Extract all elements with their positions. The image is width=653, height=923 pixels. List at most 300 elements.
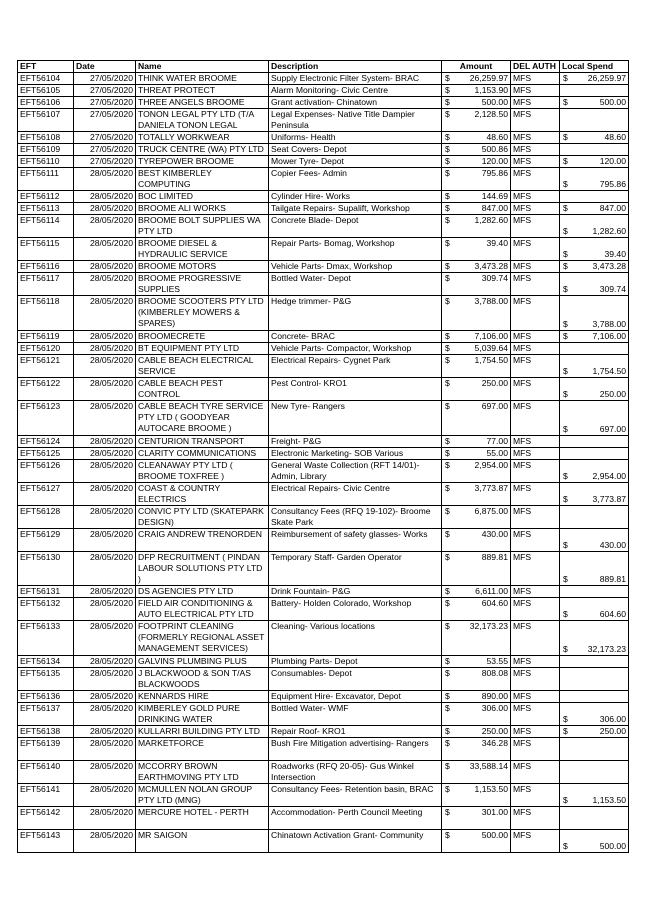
amount-cell [442,215,511,238]
local-spend-value: 2,954.00 [592,471,626,481]
amount-cell [442,598,511,621]
currency-symbol: $ [445,97,450,107]
name-cell: BROOME BOLT SUPPLIES WA PTY LTD [136,215,269,238]
date-cell: 28/05/2020 [74,460,136,483]
amount-value: 346.28 [481,738,508,748]
description-cell: Cleaning- Various locations [269,621,442,656]
eft-cell: EFT56112 [18,191,74,203]
eft-cell: EFT56113 [18,203,74,215]
local-spend-value: 250.00 [599,389,626,399]
local-spend-value: 120.00 [599,156,626,166]
currency-symbol: $ [563,261,568,271]
amount-value: 500.86 [481,144,508,154]
name-cell: FIELD AIR CONDITIONING & AUTO ELECTRICAL PTY LTD [136,598,269,621]
amount-cell [442,331,511,343]
local-spend-cell [560,784,629,807]
amount-cell [442,436,511,448]
name-cell: TRUCK CENTRE (WA) PTY LTD [136,144,269,156]
amount-value: 33,588.14 [469,761,508,771]
name-cell: CONVIC PTY LTD (SKATEPARK DESIGN) [136,506,269,529]
amount-cell [442,691,511,703]
date-cell: 28/05/2020 [74,552,136,586]
eft-cell: EFT56133 [18,621,74,656]
del-auth-cell: MFS [511,552,560,586]
description-cell: Bottled Water- Depot [269,273,442,296]
local-spend-cell [560,703,629,726]
amount-value: 795.86 [481,168,508,178]
local-spend-value: 889.81 [599,574,626,584]
date-cell: 27/05/2020 [74,156,136,168]
name-cell: BROOMECRETE [136,331,269,343]
table-row [18,331,629,343]
local-spend-value: 1,153.50 [592,795,626,805]
description-cell: Repair Roof- KRO1 [269,726,442,738]
del-auth-cell: MFS [511,621,560,656]
eft-cell: EFT56108 [18,132,74,144]
name-cell: BROOME ALI WORKS [136,203,269,215]
currency-symbol: $ [563,132,568,142]
amount-cell [442,355,511,378]
local-spend-cell [560,726,629,738]
table-row [18,448,629,460]
currency-symbol: $ [445,598,450,608]
eft-cell: EFT56143 [18,830,74,853]
header-amount: Amount [442,61,511,73]
name-cell: THREAT PROTECT [136,85,269,97]
del-auth-cell: MFS [511,261,560,273]
currency-symbol: $ [445,343,450,353]
amount-cell [442,552,511,586]
del-auth-cell: MFS [511,483,560,506]
currency-symbol: $ [563,226,568,236]
name-cell: BROOME DIESEL & HYDRAULIC SERVICE [136,238,269,261]
description-cell: Grant activation- Chinatown [269,97,442,109]
currency-symbol: $ [445,296,450,306]
local-spend-value: 1,754.50 [592,366,626,376]
amount-cell [442,529,511,552]
table-row [18,238,629,261]
local-spend-cell [560,144,629,156]
date-cell: 28/05/2020 [74,761,136,784]
del-auth-cell: MFS [511,656,560,668]
name-cell: CABLE BEACH TYRE SERVICE PTY LTD ( GOODYEAR AUTOCARE BROOME ) [136,401,269,436]
del-auth-cell: MFS [511,506,560,529]
eft-cell: EFT56104 [18,73,74,85]
date-cell: 28/05/2020 [74,784,136,807]
local-spend-value: 430.00 [599,540,626,550]
date-cell: 28/05/2020 [74,343,136,355]
amount-value: 48.60 [486,132,508,142]
local-spend-value: 1,282.60 [592,226,626,236]
currency-symbol: $ [445,191,450,201]
currency-symbol: $ [563,494,568,504]
table-row [18,261,629,273]
date-cell: 28/05/2020 [74,436,136,448]
currency-symbol: $ [445,436,450,446]
table-row [18,343,629,355]
description-cell: Pest Control- KRO1 [269,378,442,401]
eft-cell: EFT56127 [18,483,74,506]
local-spend-value: 39.40 [604,249,626,259]
amount-cell [442,483,511,506]
table-row [18,168,629,191]
amount-cell [442,343,511,355]
date-cell: 28/05/2020 [74,529,136,552]
name-cell: GALVINS PLUMBING PLUS [136,656,269,668]
currency-symbol: $ [445,109,450,119]
currency-symbol: $ [563,156,568,166]
name-cell: DFP RECRUITMENT ( PINDAN LABOUR SOLUTIONS PTY LTD ) [136,552,269,586]
amount-cell [442,460,511,483]
table-row [18,109,629,132]
table-row [18,296,629,331]
currency-symbol: $ [563,714,568,724]
currency-symbol: $ [445,215,450,225]
amount-value: 144.69 [481,191,508,201]
date-cell: 28/05/2020 [74,215,136,238]
local-spend-cell [560,168,629,191]
description-cell: Vehicle Parts- Dmax, Workshop [269,261,442,273]
currency-symbol: $ [563,540,568,550]
header-date: Date [74,61,136,73]
amount-value: 2,128.50 [474,109,508,119]
amount-value: 306.00 [481,703,508,713]
del-auth-cell: MFS [511,807,560,830]
local-spend-cell [560,273,629,296]
eft-cell: EFT56122 [18,378,74,401]
description-cell: General Waste Collection (RFT 14/01)- Admin, Library [269,460,442,483]
description-cell: Vehicle Parts- Compactor, Workshop [269,343,442,355]
table-row [18,761,629,784]
name-cell: MR SAIGON [136,830,269,853]
eft-cell: EFT56123 [18,401,74,436]
amount-cell [442,761,511,784]
name-cell: MERCURE HOTEL - PERTH [136,807,269,830]
description-cell: Consultancy Fees (RFQ 19-102)- Broome Skate Park [269,506,442,529]
name-cell: BT EQUIPMENT PTY LTD [136,343,269,355]
del-auth-cell: MFS [511,168,560,191]
description-cell: Seat Covers- Depot [269,144,442,156]
local-spend-cell [560,97,629,109]
del-auth-cell: MFS [511,598,560,621]
date-cell: 28/05/2020 [74,355,136,378]
description-cell: Consultancy Fees- Retention basin, BRAC [269,784,442,807]
del-auth-cell: MFS [511,529,560,552]
amount-cell [442,191,511,203]
description-cell: Drink Fountain- P&G [269,586,442,598]
amount-value: 604.60 [481,598,508,608]
amount-value: 250.00 [481,378,508,388]
amount-cell [442,668,511,691]
description-cell: Copier Fees- Admin [269,168,442,191]
local-spend-cell [560,656,629,668]
date-cell: 27/05/2020 [74,85,136,97]
currency-symbol: $ [563,644,568,654]
eft-cell: EFT56105 [18,85,74,97]
del-auth-cell: MFS [511,132,560,144]
eft-cell: EFT56142 [18,807,74,830]
name-cell: TONON LEGAL PTY LTD (T/A DANIELA TONON LEGAL [136,109,269,132]
del-auth-cell: MFS [511,738,560,761]
del-auth-cell: MFS [511,156,560,168]
del-auth-cell: MFS [511,73,560,85]
table-row [18,191,629,203]
eft-cell: EFT56121 [18,355,74,378]
currency-symbol: $ [563,366,568,376]
amount-value: 3,773.87 [474,483,508,493]
del-auth-cell: MFS [511,703,560,726]
date-cell: 28/05/2020 [74,830,136,853]
eft-cell: EFT56130 [18,552,74,586]
amount-value: 120.00 [481,156,508,166]
header-row [18,61,629,73]
currency-symbol: $ [445,168,450,178]
local-spend-cell [560,261,629,273]
name-cell: KIMBERLEY GOLD PURE DRINKING WATER [136,703,269,726]
amount-cell [442,273,511,296]
local-spend-cell [560,355,629,378]
name-cell: BROOME SCOOTERS PTY LTD (KIMBERLEY MOWERS & SPARES) [136,296,269,331]
name-cell: TOTALLY WORKWEAR [136,132,269,144]
date-cell: 28/05/2020 [74,191,136,203]
table-row [18,703,629,726]
table-row [18,156,629,168]
currency-symbol: $ [563,841,568,851]
currency-symbol: $ [563,471,568,481]
currency-symbol: $ [563,249,568,259]
amount-value: 301.00 [481,807,508,817]
currency-symbol: $ [445,132,450,142]
currency-symbol: $ [445,355,450,365]
date-cell: 28/05/2020 [74,401,136,436]
eft-cell: EFT56116 [18,261,74,273]
description-cell: Legal Expenses- Native Title Dampier Peninsula [269,109,442,132]
currency-symbol: $ [563,609,568,619]
date-cell: 27/05/2020 [74,109,136,132]
table-row [18,691,629,703]
local-spend-cell [560,598,629,621]
amount-cell [442,261,511,273]
name-cell: TYREPOWER BROOME [136,156,269,168]
local-spend-cell [560,621,629,656]
table-row [18,215,629,238]
eft-cell: EFT56138 [18,726,74,738]
table-row [18,807,629,830]
amount-cell [442,656,511,668]
local-spend-value: 48.60 [604,132,626,142]
currency-symbol: $ [563,97,568,107]
local-spend-cell [560,506,629,529]
local-spend-cell [560,668,629,691]
currency-symbol: $ [445,273,450,283]
amount-value: 890.00 [481,691,508,701]
eft-cell: EFT56131 [18,586,74,598]
del-auth-cell: MFS [511,191,560,203]
del-auth-cell: MFS [511,830,560,853]
date-cell: 28/05/2020 [74,621,136,656]
del-auth-cell: MFS [511,691,560,703]
amount-cell [442,703,511,726]
local-spend-cell [560,807,629,830]
local-spend-value: 3,773.87 [592,494,626,504]
amount-cell [442,621,511,656]
date-cell: 28/05/2020 [74,448,136,460]
del-auth-cell: MFS [511,238,560,261]
date-cell: 28/05/2020 [74,726,136,738]
local-spend-cell [560,109,629,132]
description-cell: Bush Fire Mitigation advertising- Rangers [269,738,442,761]
date-cell: 28/05/2020 [74,273,136,296]
currency-symbol: $ [445,761,450,771]
amount-value: 889.81 [481,552,508,562]
del-auth-cell: MFS [511,355,560,378]
description-cell: Bottled Water- WMF [269,703,442,726]
local-spend-cell [560,738,629,761]
currency-symbol: $ [563,203,568,213]
name-cell: FOOTPRINT CLEANING (FORMERLY REGIONAL ASSET MANAGEMENT SERVICES) [136,621,269,656]
currency-symbol: $ [563,284,568,294]
description-cell: Consumables- Depot [269,668,442,691]
local-spend-value: 500.00 [599,97,626,107]
local-spend-value: 500.00 [599,841,626,851]
amount-value: 7,106.00 [474,331,508,341]
local-spend-cell [560,460,629,483]
amount-cell [442,830,511,853]
table-row [18,97,629,109]
description-cell: Plumbing Parts- Depot [269,656,442,668]
del-auth-cell: MFS [511,109,560,132]
date-cell: 28/05/2020 [74,331,136,343]
amount-value: 6,611.00 [475,586,508,596]
table-row [18,552,629,586]
amount-cell [442,401,511,436]
table-row [18,621,629,656]
local-spend-cell [560,448,629,460]
amount-value: 847.00 [481,203,508,213]
eft-cell: EFT56111 [18,168,74,191]
header-name: Name [136,61,269,73]
table-row [18,598,629,621]
eft-cell: EFT56137 [18,703,74,726]
date-cell: 27/05/2020 [74,144,136,156]
date-cell: 28/05/2020 [74,261,136,273]
del-auth-cell: MFS [511,296,560,331]
local-spend-value: 306.00 [599,714,626,724]
amount-cell [442,156,511,168]
table-row [18,378,629,401]
description-cell: Concrete Blade- Depot [269,215,442,238]
amount-cell [442,807,511,830]
local-spend-value: 309.74 [599,284,626,294]
date-cell: 28/05/2020 [74,691,136,703]
eft-cell: EFT56132 [18,598,74,621]
local-spend-value: 697.00 [599,424,626,434]
amount-value: 77.00 [486,436,508,446]
currency-symbol: $ [445,506,450,516]
amount-cell [442,738,511,761]
date-cell: 28/05/2020 [74,703,136,726]
name-cell: KULLARRI BUILDING PTY LTD [136,726,269,738]
currency-symbol: $ [445,586,450,596]
table-row [18,203,629,215]
name-cell: KENNARDS HIRE [136,691,269,703]
eft-cell: EFT56134 [18,656,74,668]
eft-cell: EFT56140 [18,761,74,784]
description-cell: Chinatown Activation Grant- Community [269,830,442,853]
name-cell: MCMULLEN NOLAN GROUP PTY LTD (MNG) [136,784,269,807]
currency-symbol: $ [445,378,450,388]
date-cell: 28/05/2020 [74,483,136,506]
currency-symbol: $ [445,261,450,271]
amount-value: 39.40 [486,238,508,248]
name-cell: BROOME MOTORS [136,261,269,273]
description-cell: Repair Parts- Bomag, Workshop [269,238,442,261]
description-cell: Supply Electronic Filter System- BRAC [269,73,442,85]
eft-cell: EFT56125 [18,448,74,460]
description-cell: Roadworks (RFQ 20-05)- Gus Winkel Intersection [269,761,442,784]
date-cell: 27/05/2020 [74,132,136,144]
amount-cell [442,238,511,261]
table-row [18,483,629,506]
table-row [18,586,629,598]
table-row [18,529,629,552]
currency-symbol: $ [563,424,568,434]
local-spend-cell [560,296,629,331]
local-spend-cell [560,552,629,586]
eft-cell: EFT56109 [18,144,74,156]
local-spend-cell [560,85,629,97]
local-spend-cell [560,529,629,552]
eft-cell: EFT56118 [18,296,74,331]
date-cell: 28/05/2020 [74,506,136,529]
currency-symbol: $ [563,331,568,341]
currency-symbol: $ [445,784,450,794]
name-cell: CABLE BEACH PEST CONTROL [136,378,269,401]
name-cell: BEST KIMBERLEY COMPUTING [136,168,269,191]
amount-value: 309.74 [481,273,508,283]
currency-symbol: $ [445,238,450,248]
description-cell: Freight- P&G [269,436,442,448]
currency-symbol: $ [445,73,450,83]
eft-cell: EFT56106 [18,97,74,109]
currency-symbol: $ [445,156,450,166]
description-cell: Reimbursement of safety glasses- Works [269,529,442,552]
description-cell: Temporary Staff- Garden Operator [269,552,442,586]
local-spend-value: 795.86 [599,179,626,189]
table-row [18,85,629,97]
del-auth-cell: MFS [511,668,560,691]
eft-cell: EFT56129 [18,529,74,552]
local-spend-value: 3,788.00 [592,319,626,329]
eft-cell: EFT56107 [18,109,74,132]
local-spend-value: 7,106.00 [592,331,626,341]
date-cell: 28/05/2020 [74,656,136,668]
date-cell: 28/05/2020 [74,296,136,331]
currency-symbol: $ [445,529,450,539]
eft-cell: EFT56124 [18,436,74,448]
currency-symbol: $ [445,738,450,748]
name-cell: CENTURION TRANSPORT [136,436,269,448]
del-auth-cell: MFS [511,436,560,448]
eft-cell: EFT56120 [18,343,74,355]
del-auth-cell: MFS [511,343,560,355]
amount-value: 26,259.97 [469,73,508,83]
table-row [18,355,629,378]
local-spend-cell [560,331,629,343]
del-auth-cell: MFS [511,203,560,215]
currency-symbol: $ [445,807,450,817]
currency-symbol: $ [445,656,450,666]
